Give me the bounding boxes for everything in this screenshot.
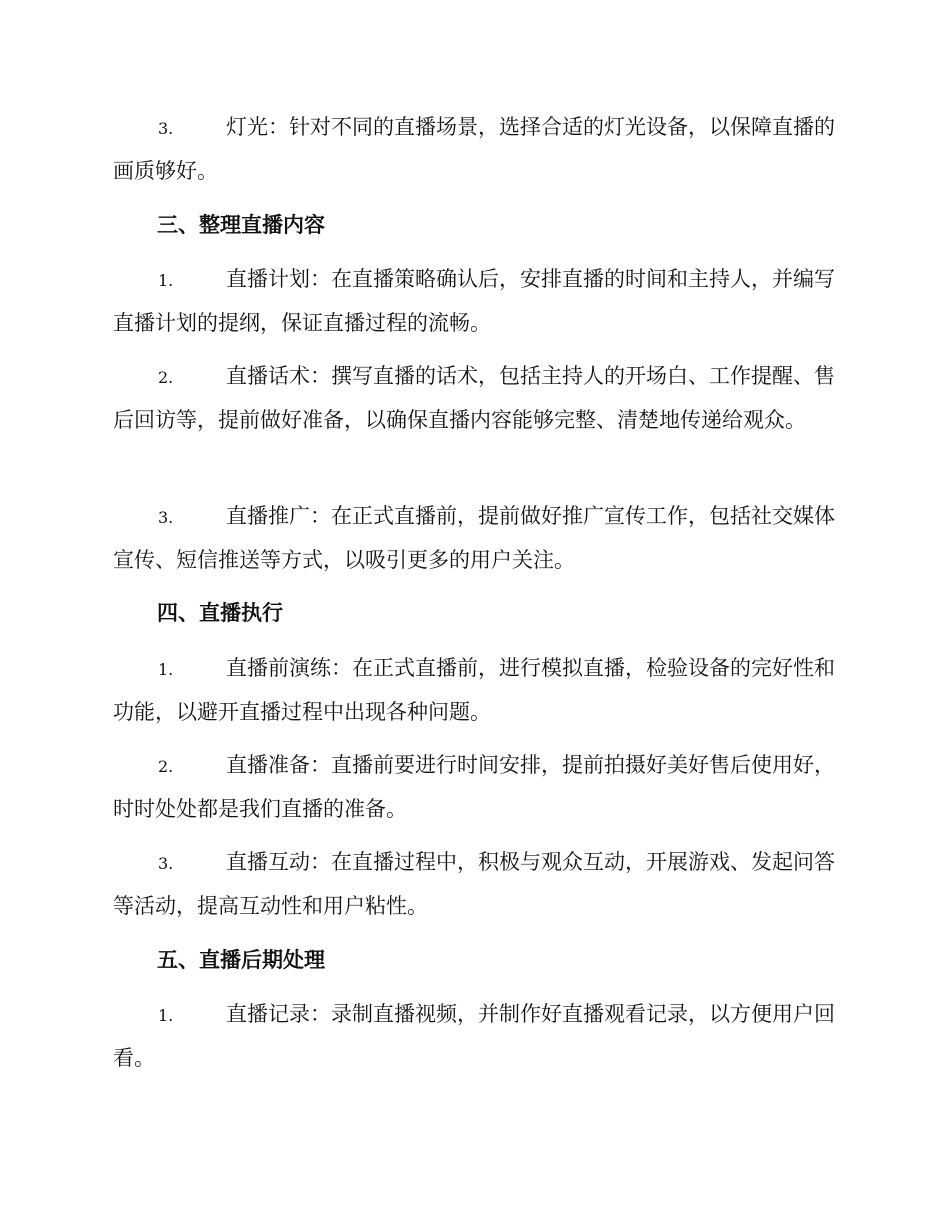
item-text: 直播推广：在正式直播前，提前做好推广宣传工作，包括社交媒体宣传、短信推送等方式，以吸引更多的用户关注。	[113, 504, 835, 572]
item-number: 1.	[158, 271, 174, 290]
item-number: 3.	[158, 854, 174, 873]
list-item	[113, 258, 835, 345]
item-text: 灯光：针对不同的直播场景，选择合适的灯光设备，以保障直播的画质够好。	[113, 115, 835, 183]
item-number: 1.	[158, 660, 174, 679]
item-text: 直播计划：在直播策略确认后，安排直播的时间和主持人，并编写直播计划的提纲，保证直播过程的流畅。	[113, 267, 835, 335]
item-number: 3.	[158, 508, 174, 527]
list-item	[113, 647, 835, 734]
item-number: 2.	[158, 368, 174, 387]
item-number: 1.	[158, 1006, 174, 1025]
item-text: 直播话术：撰写直播的话术，包括主持人的开场白、工作提醒、售后回访等，提前做好准备，以确保直播内容能够完整、清楚地传递给观众。	[113, 364, 835, 432]
item-text: 直播记录：录制直播视频，并制作好直播观看记录，以方便用户回看。	[113, 1002, 835, 1070]
list-item	[113, 744, 835, 831]
section-heading: 五、直播后期处理	[157, 947, 325, 972]
item-text: 直播准备：直播前要进行时间安排，提前拍摄好美好售后使用好，时时处处都是我们直播的准备。	[113, 753, 835, 821]
item-text: 直播互动：在直播过程中，积极与观众互动，开展游戏、发起问答等活动，提高互动性和用户粘性。	[113, 850, 835, 918]
section-heading: 三、整理直播内容	[157, 212, 325, 237]
list-item	[113, 841, 835, 928]
item-number: 3.	[158, 119, 174, 138]
list-item	[113, 993, 835, 1080]
list-item	[113, 106, 835, 193]
list-item	[113, 495, 835, 582]
section-heading: 四、直播执行	[157, 600, 283, 625]
list-item	[113, 355, 835, 442]
item-number: 2.	[158, 757, 174, 776]
item-text: 直播前演练：在正式直播前，进行模拟直播，检验设备的完好性和功能，以避开直播过程中出现各种问题。	[113, 656, 835, 724]
